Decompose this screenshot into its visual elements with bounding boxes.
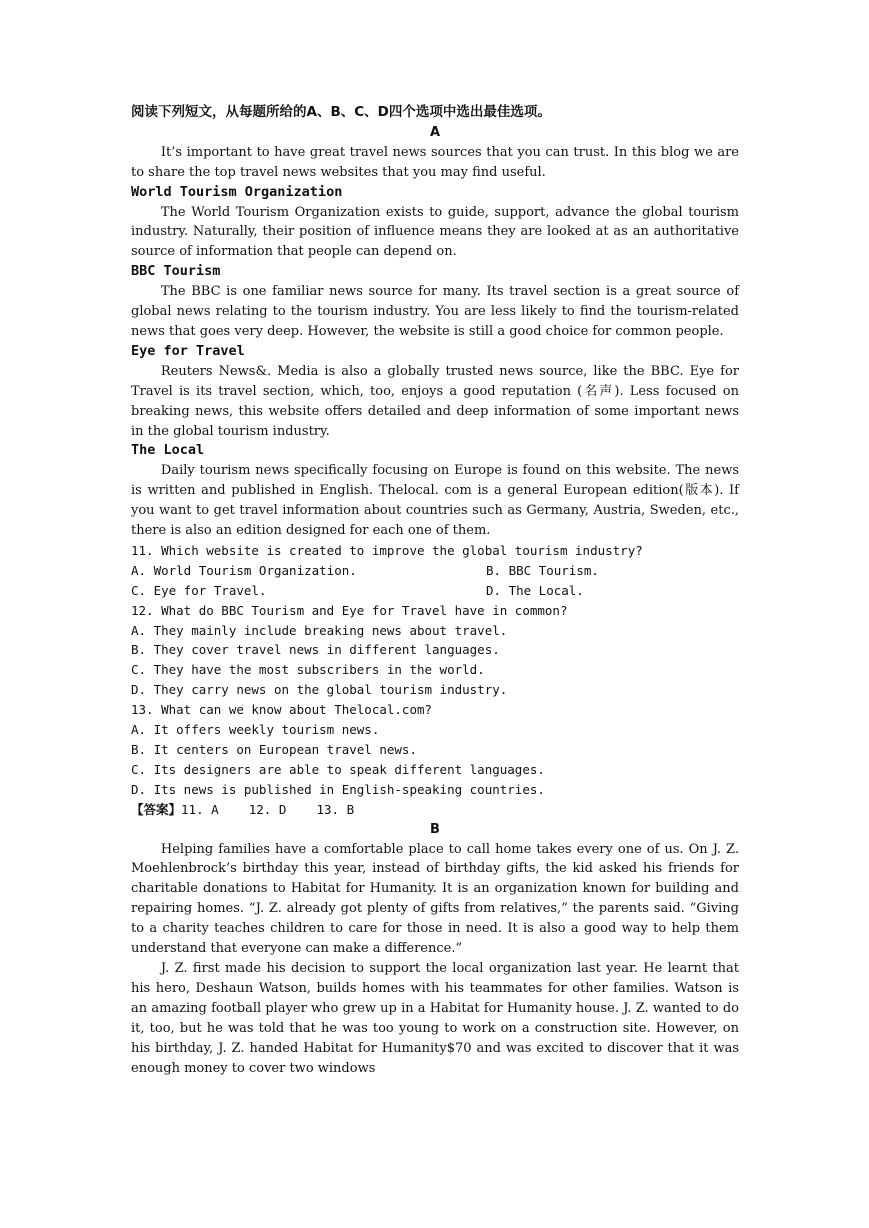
instruction-text: 阅读下列短文，从每题所给的A、B、C、D四个选项中选出最佳选项。 xyxy=(131,104,551,120)
section-text-eye-for-travel: Reuters News&. Media is also a globally trusted news source, like the BBC. Eye for Travel is its travel section, which, too, enjoys a good reputation (名声). Less focused on breaking news, this website offers detailed and deep information of some important news in the global tourism industry. xyxy=(131,363,739,439)
passage-b-paragraph-2: J. Z. first made his decision to support the local organization last year. He learnt that his hero, Deshaun Watson, builds homes with his teammates for other families. Watson is an amazing football player who grew up in a Habitat for Humanity house. J. Z. wanted to do it, too, but he was told that he was too young to work on a construction site. However, on his birthday, J. Z. handed Habitat for Humanity$70 and was excited to discover that it was enough money to cover two windows xyxy=(131,960,739,1076)
question-11-option-d: D. The Local. xyxy=(486,582,584,598)
question-13-option-c: C. Its designers are able to speak different languages. xyxy=(131,761,545,777)
question-13-option-a: A. It offers weekly tourism news. xyxy=(131,722,380,738)
question-13-stem: 13. What can we know about Thelocal.com? xyxy=(131,702,433,718)
question-11-stem: 11. Which website is created to improve the global tourism industry? xyxy=(131,542,643,558)
passage-b-paragraph-1: Helping families have a comfortable place to call home takes every one of us. On J. Z. Moehlenbrock’s birthday this year, instead of birthday gifts, the kid asked his friends for charitable donations to Habitat for Humanity. It is an organization known for building and repairing homes. “J. Z. already got plenty of gifts from relatives,” the parents said. “Giving to a charity teaches children to care for those in need. It is also a good way to help them understand that everyone can make a difference.” xyxy=(131,841,739,957)
passage-a-intro: It’s important to have great travel news sources that you can trust. In this blog we are to share the top travel news websites that you may find useful. xyxy=(131,144,739,180)
question-11-option-b: B. BBC Tourism. xyxy=(486,562,599,578)
question-12-option-b: B. They cover travel news in different languages. xyxy=(131,642,500,658)
answer-line xyxy=(131,800,739,820)
question-13-option-d: D. Its news is published in English-speaking countries. xyxy=(131,781,545,797)
question-12-option-a: A. They mainly include breaking news about travel. xyxy=(131,622,508,638)
passage-b-label: B xyxy=(430,821,440,837)
question-12-stem: 12. What do BBC Tourism and Eye for Travel have in common? xyxy=(131,602,568,618)
question-12-option-d: D. They carry news on the global tourism industry. xyxy=(131,682,508,698)
question-11-option-c: C. Eye for Travel. xyxy=(131,582,267,598)
question-13-option-b: B. It centers on European travel news. xyxy=(131,742,417,757)
section-text-wto: The World Tourism Organization exists to guide, support, advance the global tourism industry. Naturally, their position of influence means they are looked at as an authoritative source of information that people can depend on. xyxy=(131,204,739,260)
answer-tag: 【答案】 xyxy=(131,801,182,817)
question-12-option-c: C. They have the most subscribers in the world. xyxy=(131,662,485,678)
question-11-options-row-1 xyxy=(131,561,739,581)
answer-text: 11. A 12. D 13. B xyxy=(181,801,355,817)
section-text-bbc: The BBC is one familiar news source for many. Its travel section is a great source of global news relating to the tourism industry. You are less likely to find the tourism-related news that goes very deep. However, the website is still a good choice for common people. xyxy=(131,284,739,339)
passage-a-label: A xyxy=(429,124,441,140)
document-page xyxy=(131,103,739,1078)
section-title-wto: World Tourism Organization xyxy=(131,183,343,200)
section-title-eye-for-travel: Eye for Travel xyxy=(131,342,245,359)
section-title-bbc: BBC Tourism xyxy=(131,263,221,280)
question-11-option-a: A. World Tourism Organization. xyxy=(131,562,357,578)
question-11-options-row-2 xyxy=(131,581,739,601)
section-title-the-local: The Local xyxy=(131,442,205,459)
section-text-the-local: Daily tourism news specifically focusing on Europe is found on this website. The news is written and published in English. Thelocal. com is a general European edition(版本). If you want to get travel information about countries such as Germany, Austria, Sweden, etc., there is also an edition designed for each one of them. xyxy=(131,463,739,539)
